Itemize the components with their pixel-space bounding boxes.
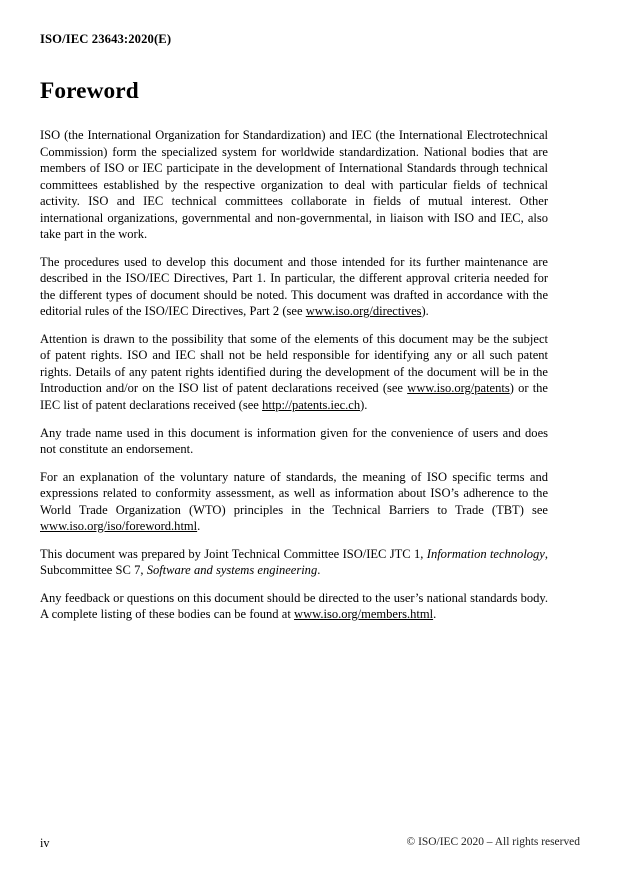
paragraph-text-tail: ). [360,397,368,412]
link-iec-patents[interactable]: http://patents.iec.ch [262,397,361,412]
link-iso-directives[interactable]: www.iso.org/directives [305,304,422,319]
link-iso-patents[interactable]: www.iso.org/patents [407,381,510,396]
paragraph-trade-name [40,425,548,458]
page-content [40,78,548,623]
paragraph-text: ISO (the International Organization for Standardization) and IEC (the International Electrotechnical Commission) form the specialized system for worldwide standardization. National bodies that are members of ISO or IEC participate in the development of International Standards through technical committees established by the respective organization to deal with particular fields of technical activity. ISO and IEC technical committees collaborate in fields of mutual interest. Other international organizations, governmental and non-governmental, in liaison with ISO and IEC, also take part in the work. [40,128,548,242]
paragraph-text: For an explanation of the voluntary nature of standards, the meaning of ISO specific terms and expressions related to conformity assessment, as well as information about ISO’s adherence to the World Trade Organization (WTO) principles in the Technical Barriers to Trade (TBT) see [40,469,548,517]
link-iso-foreword[interactable]: www.iso.org/iso/foreword.html [40,519,198,534]
paragraph-text-tail: . [317,563,321,578]
paragraph-text-tail: ). [421,304,429,319]
copyright-notice: © ISO/IEC 2020 – All rights reserved [406,836,580,848]
committee-name-italic: Information technology [426,546,545,561]
page-number: iv [40,836,50,850]
paragraph-voluntary-nature [40,469,548,535]
paragraph-feedback [40,590,548,623]
paragraph-text-middle: , Subcommittee SC 7, [40,546,549,578]
paragraph-committee [40,546,548,579]
link-iso-members[interactable]: www.iso.org/members.html [294,607,434,622]
paragraph-patent-rights [40,331,548,414]
document-identifier: ISO/IEC 23643:2020(E) [40,32,172,46]
paragraph-text-middle: ) or the IEC list of patent declarations received (see [40,381,548,412]
paragraph-text: Attention is drawn to the possibility that some of the elements of this document may be the subject of patent rights. ISO and IEC shall not be held responsible for identifying any or all such patent rights. Details of any patent rights identified during the development of the document will be in the Introduction and/or on the ISO list of patent declarations received (see [40,331,548,396]
paragraph-text: Any feedback or questions on this document should be directed to the user’s national standards body. A complete listing of these bodies can be found at [40,590,548,622]
subcommittee-name-italic: Software and systems engineering [146,563,318,578]
page-header [40,32,550,47]
paragraph-text: The procedures used to develop this document and those intended for its further maintenance are described in the ISO/IEC Directives, Part 1. In particular, the different approval criteria needed for the different types of document should be noted. This document was drafted in accordance with the editorial rules of the ISO/IEC Directives, Part 2 (see [40,254,548,319]
paragraph-text: This document was prepared by Joint Technical Committee ISO/IEC JTC 1, [40,546,427,561]
paragraph-text-tail: . [433,607,437,622]
paragraph-text-tail: . [197,519,201,534]
paragraph-iso-iec-description [40,127,548,243]
page-title: Foreword [40,78,139,104]
paragraph-text: Any trade name used in this document is information given for the convenience of users and does not constitute an endorsement. [40,425,548,457]
paragraph-procedures [40,254,548,320]
